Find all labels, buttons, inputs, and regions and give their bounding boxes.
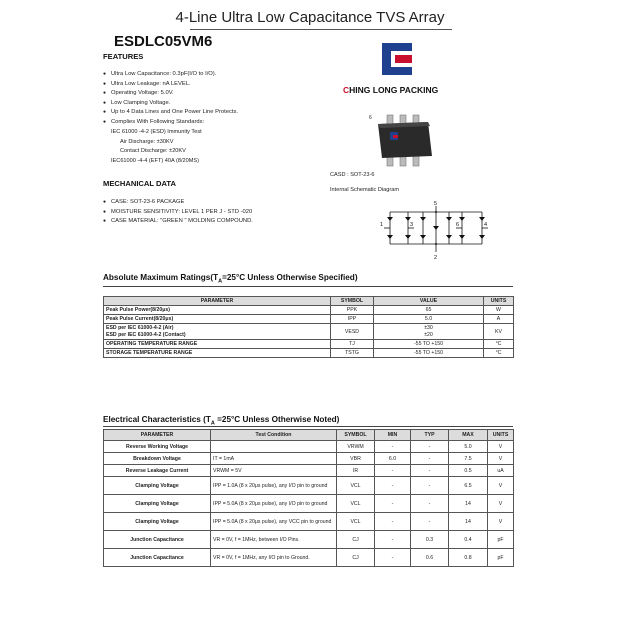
sot23-6-package-image: [370, 112, 440, 170]
document-title: 4-Line Ultra Low Capacitance TVS Array: [175, 9, 445, 26]
feature-item: ● Ultra Low Leakage: nA LEVEL.: [103, 80, 333, 90]
elec-char-table: [103, 429, 514, 567]
column-header: PARAMETER: [104, 430, 211, 441]
feature-item: ● Low Clamping Voltage.: [103, 99, 333, 109]
abs-max-table: [103, 296, 514, 358]
abs-max-title: Absolute Maximum $Ratings(T_A=25^\circ C$ Unless Otherwise Specified): [103, 273, 358, 285]
feature-item: ● Operating Voltage: 5.0V.: [103, 89, 333, 99]
schematic-pin-label: 4: [484, 222, 488, 228]
part-number: ESDLC05VM6: [114, 33, 213, 50]
case-label: CASD : SOT-23-6: [330, 172, 375, 178]
column-header: TYP: [411, 430, 449, 441]
brand-name: CHING LONG PACKING: [343, 85, 439, 95]
column-header: VALUE: [374, 297, 484, 306]
feature-item: ● Complies With Following Standards:: [103, 118, 333, 128]
standard-line: IEC61000 -4-4 (EFT) 40A (8/20MS): [111, 157, 199, 164]
table-row: ESD per IEC 61000-4-2 (Air) ESD per IEC 61000-4-2 (Contact) VESD ±30 ±20 KV: [104, 324, 514, 340]
schematic-pin-label: 3: [410, 222, 414, 228]
column-header: MIN: [375, 430, 411, 441]
elec-char-rule: [103, 426, 513, 427]
column-header: SYMBOL: [331, 297, 374, 306]
standard-line: Contact Discharge: ±20KV: [120, 148, 186, 155]
column-header: UNITS: [484, 297, 514, 306]
column-header: PARAMETER: [104, 297, 331, 306]
features-heading: FEATURES: [103, 52, 144, 61]
mechanical-item: ● CASE MATERIAL: "GREEN " MOLDING COMPOUND.: [103, 217, 333, 227]
mechanical-item: ● MOISTURE SENSITIVITY: LEVEL 1 PER J - STD -020: [103, 208, 333, 218]
elec-char-title: Electrical Characteristics ($T_A =25^\circ C$ Unless Otherwise Noted): [103, 415, 340, 427]
company-logo: [382, 43, 412, 75]
column-header: UNITS: [488, 430, 514, 441]
table-row: Junction Capacitance VR = 0V, f = 1MHz, any I/O pin to Ground. CJ - 0.6 0.8 pF: [104, 549, 514, 567]
schematic-pin-label: 2: [434, 255, 438, 260]
standard-line: Air Discharge: ±30KV: [120, 138, 174, 145]
standards-block: [103, 128, 202, 166]
table-row: Reverse Leakage Current VRWM = 5V IR - - 0.5 uA: [104, 465, 514, 477]
table-row: Peak Pulse Current(8/20μs) IPP 5.0 A: [104, 315, 514, 324]
feature-item: ● Ultra Low Capacitance: 0.3pF(I/O to I/O).: [103, 70, 333, 80]
schematic-pin-label: 1: [380, 222, 384, 228]
table-row: STORAGE TEMPERATURE RANGE TSTG -55 TO +150 °C: [104, 349, 514, 358]
feature-item: ● Up to 4 Data Lines and One Power Line Protects.: [103, 108, 333, 118]
mechanical-list: [103, 198, 333, 227]
internal-schematic-diagram: [380, 200, 490, 260]
standard-line: IEC 61000 -4-2 (ESD) Immunity Test: [111, 129, 202, 135]
column-header: SYMBOL: [337, 430, 375, 441]
pin-label: 6: [369, 115, 372, 121]
column-header: MAX: [449, 430, 488, 441]
schematic-pin-label: 5: [434, 201, 438, 207]
schematic-label: Internal Schematic Diagram: [330, 187, 400, 193]
table-row: Clamping Voltage IPP = 1.0A (8 x 20μs pulse), any I/O pin to ground VCL - - 6.5 V: [104, 477, 514, 495]
title-underline: [190, 29, 452, 30]
schematic-pin-label: 6: [456, 222, 460, 228]
column-header: Test Condition: [211, 430, 337, 441]
mechanical-item: ● CASE: SOT-23-6 PACKAGE: [103, 198, 333, 208]
table-row: OPERATING TEMPERATURE RANGE TJ -55 TO +150 °C: [104, 340, 514, 349]
table-row: Reverse Working Voltage VRWM - - 5.0 V: [104, 441, 514, 453]
table-row: Breakdown Voltage IT = 1mA VBR 6.0 - 7.5 V: [104, 453, 514, 465]
table-row: Junction Capacitance VR = 0V, f = 1MHz, between I/O Pins. CJ - 0.3 0.4 pF: [104, 531, 514, 549]
mechanical-heading: MECHANICAL DATA: [103, 179, 176, 188]
table-row: Clamping Voltage IPP = 5.0A (8 x 20μs pulse), any VCC pin to ground VCL - - 14 V: [104, 513, 514, 531]
table-row: Clamping Voltage IPP = 5.0A (8 x 20μs pulse), any I/O pin to ground VCL - - 14 V: [104, 495, 514, 513]
abs-max-rule: [103, 286, 513, 287]
features-list: [103, 70, 333, 128]
table-row: Peak Pulse Power(8/20μs) PPK 65 W: [104, 306, 514, 315]
